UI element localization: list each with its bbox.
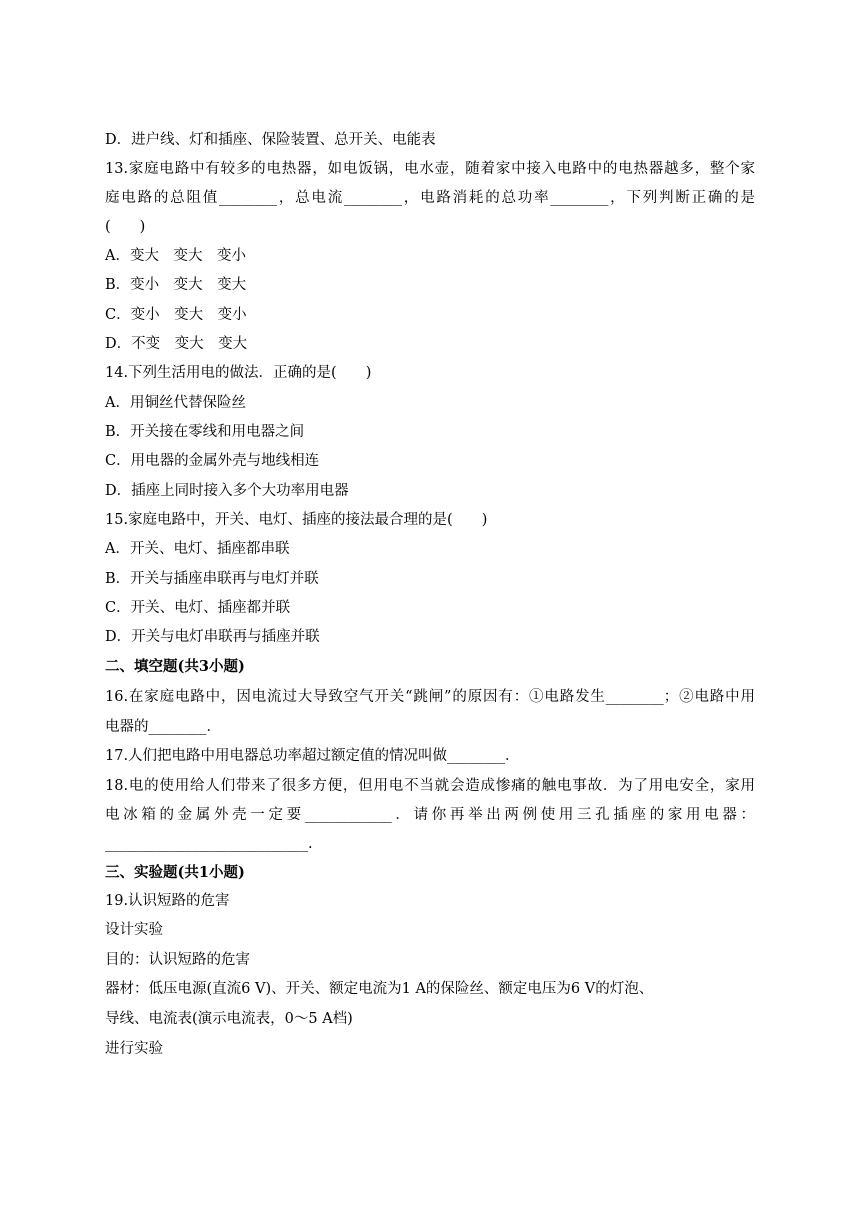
- q15-option-d: D．开关与电灯串联再与插座并联: [105, 629, 320, 645]
- q14-option-a: A．用铜丝代替保险丝: [105, 395, 246, 411]
- q17-stem: 17.人们把电路中用电器总功率超过额定值的情况叫做________．: [105, 748, 520, 764]
- q14-option-b: B．开关接在零线和用电器之间: [105, 424, 305, 440]
- q13-stem-line2: 庭电路的总阻值________，总电流________，电路消耗的总功率________，下列判断正确的是: [105, 190, 755, 206]
- q19-equipment-line1: 器材：低压电源(直流6 V)、开关、额定电流为1 A的保险丝、额定电压为6 V的灯泡、: [105, 981, 654, 997]
- q13-option-c: C．变小 变大 变小: [105, 307, 247, 323]
- q18-stem-line2: 电冰箱的金属外壳一定要____________．请你再举出两例使用三孔插座的家用电器：: [105, 807, 755, 823]
- q16-stem-line1: 16.在家庭电路中，因电流过大导致空气开关“跳闸”的原因有：①电路发生________；②电路中用: [105, 689, 755, 705]
- q18-stem-line1: 18.电的使用给人们带来了很多方便，但用电不当就会造成惨痛的触电事故．为了用电安全，家用: [105, 778, 755, 794]
- q15-option-b: B．开关与插座串联再与电灯并联: [105, 571, 319, 587]
- section-heading-fill-in: 二、填空题(共3小题): [105, 658, 245, 675]
- q13-answer-bracket: ( ): [105, 219, 146, 235]
- q19-equipment-line2: 导线、电流表(演示电流表，0～5 A档): [105, 1011, 353, 1027]
- q13-option-d: D．不变 变大 变大: [105, 336, 248, 352]
- section-heading-experiment: 三、实验题(共1小题): [105, 864, 245, 881]
- q19-design-label: 设计实验: [105, 922, 163, 938]
- q13-option-b: B．变小 变大 变大: [105, 277, 247, 293]
- q19-title: 19.认识短路的危害: [105, 893, 230, 909]
- q14-stem: 14.下列生活用电的做法．正确的是( ): [105, 365, 372, 381]
- q18-stem-line3: ____________________________.: [105, 836, 313, 852]
- q14-option-d: D．插座上同时接入多个大功率用电器: [105, 483, 349, 499]
- q15-stem: 15.家庭电路中，开关、电灯、插座的接法最合理的是( ): [105, 512, 488, 528]
- q15-option-a: A．开关、电灯、插座都串联: [105, 541, 290, 557]
- q19-purpose: 目的：认识短路的危害: [105, 952, 250, 968]
- q19-procedure-label: 进行实验: [105, 1041, 163, 1057]
- q14-option-c: C．用电器的金属外壳与地线相连: [105, 453, 320, 469]
- q15-option-c: C．开关、电灯、插座都并联: [105, 600, 291, 616]
- q12-option-d: D．进户线、灯和插座、保险装置、总开关、电能表: [105, 132, 436, 148]
- q16-stem-line2: 电器的________．: [105, 719, 221, 735]
- q13-option-a: A．变大 变大 变小: [105, 248, 246, 264]
- q13-stem-line1: 13.家庭电路中有较多的电热器，如电饭锅，电水壶，随着家中接入电路中的电热器越多，整个家: [105, 161, 755, 177]
